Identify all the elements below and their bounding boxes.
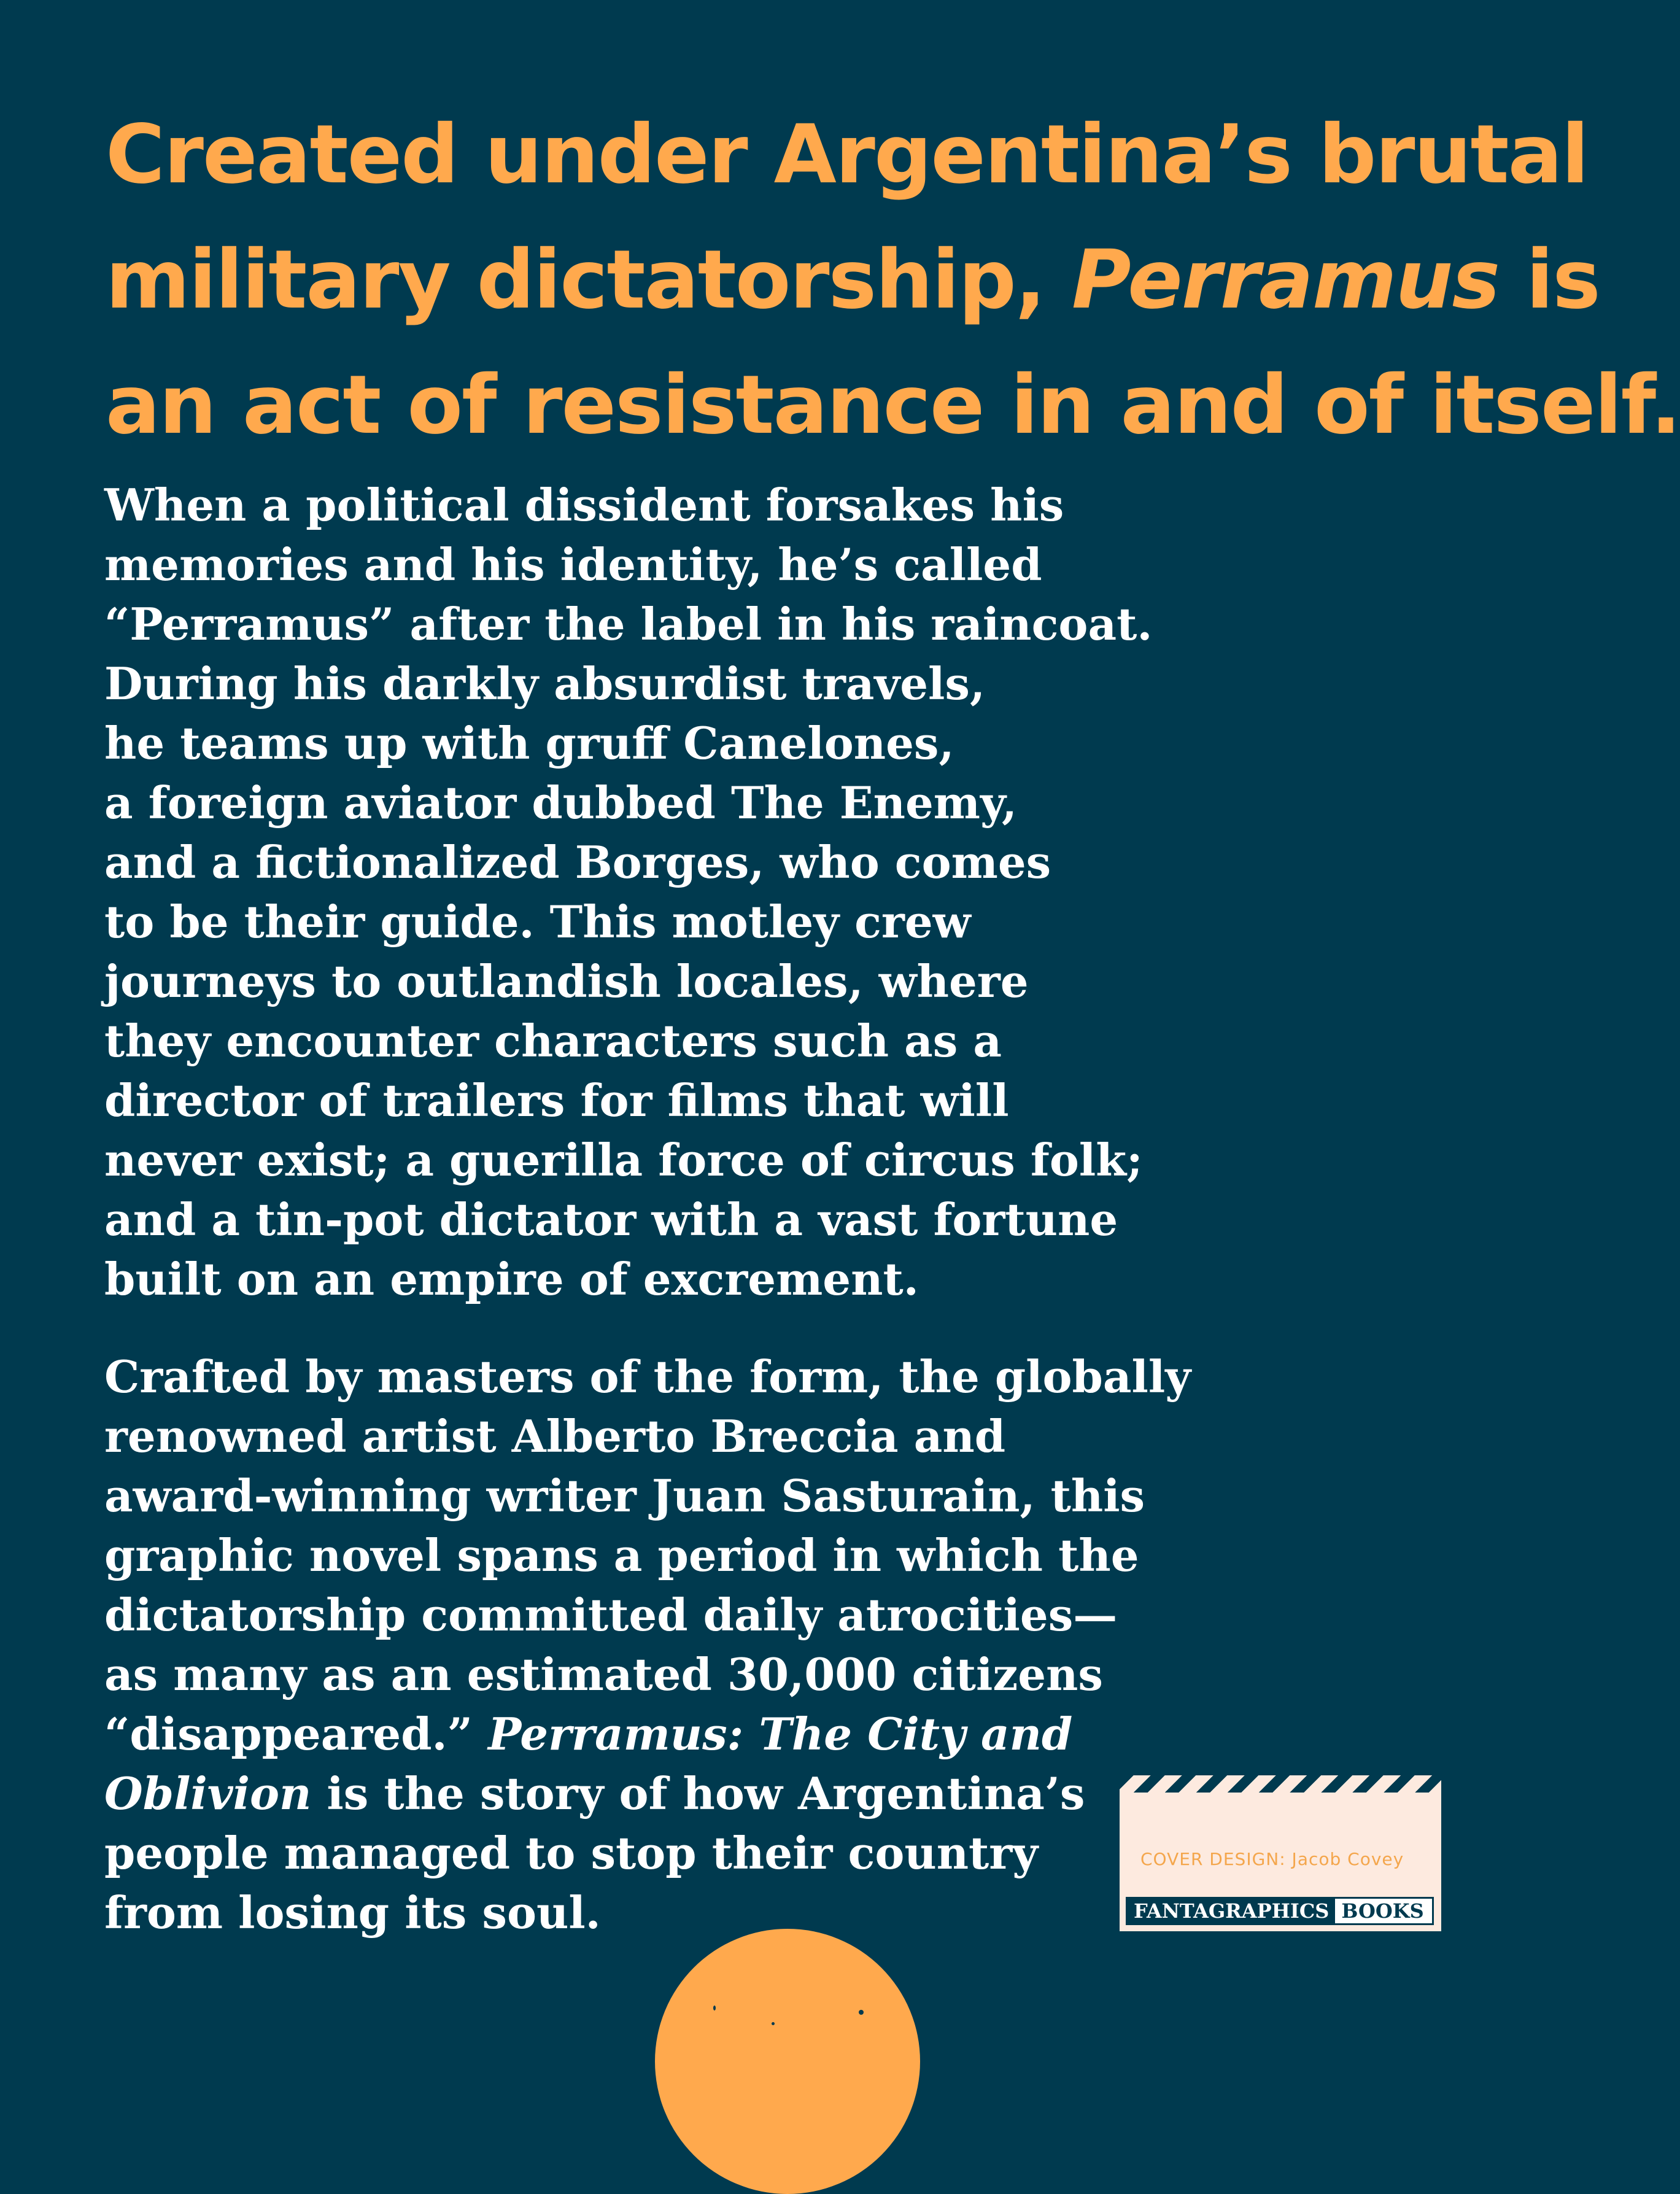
paragraph-line — [104, 1704, 1111, 1764]
paragraph-line: When a political dissident forsakes his — [104, 479, 1064, 531]
paragraph-line: memories and his identity, he’s called — [104, 538, 1042, 591]
headline-line-3: an act of resistance in and of itself. — [106, 358, 1680, 452]
headline-line-1: Created under Argentina’s brutal — [106, 107, 1588, 202]
publisher-books: BOOKS — [1341, 1899, 1424, 1923]
paragraph-line: never exist; a guerilla force of circus folk; — [104, 1134, 1143, 1186]
book-title-italic: Oblivion — [104, 1767, 312, 1820]
paragraph-line: from losing its soul. — [104, 1886, 601, 1939]
sun-speck — [859, 2010, 864, 2015]
book-title-italic: Perramus: The City and — [488, 1708, 1073, 1760]
paragraph-line — [104, 1764, 1111, 1823]
paragraph-line: to be their guide. This motley crew — [104, 896, 971, 948]
paragraph-line: and a tin-pot dictator with a vast fortune — [104, 1193, 1118, 1246]
paragraph-line: Crafted by masters of the form, the globally — [104, 1351, 1191, 1403]
paragraph-line: dictatorship committed daily atrocities— — [104, 1589, 1118, 1641]
paragraph-text: is the story of how Argentina’s — [311, 1767, 1085, 1820]
paragraph-line: “Perramus” after the label in his raincoat. — [104, 598, 1153, 650]
description-paragraph-2 — [104, 1347, 1191, 1942]
publisher-name: FANTAGRAPHICS — [1128, 1899, 1335, 1923]
paragraph-line: as many as an estimated 30,000 citizens — [104, 1648, 1103, 1700]
paragraph-line: and a fictionalized Borges, who comes — [104, 836, 1051, 888]
sun-speck — [772, 2022, 775, 2025]
paragraph-line: journeys to outlandish locales, where — [104, 955, 1029, 1007]
paragraph-line: award-winning writer Juan Sasturain, this — [104, 1470, 1145, 1522]
credit-box — [1120, 1775, 1441, 1931]
paragraph-line: a foreign aviator dubbed The Enemy, — [104, 777, 1017, 829]
headline-book-title: Perramus — [1071, 233, 1500, 327]
orange-sun-decoration — [655, 1929, 920, 2194]
headline-line-2-suffix: is — [1499, 233, 1600, 327]
headline-line-2-prefix: military dictatorship, — [106, 233, 1072, 327]
paragraph-line: renowned artist Alberto Breccia and — [104, 1410, 1006, 1462]
headline — [106, 92, 1680, 468]
paragraph-line: built on an empire of excrement. — [104, 1253, 919, 1305]
paragraph-line: graphic novel spans a period in which the — [104, 1529, 1139, 1581]
paragraph-line: During his darkly absurdist travels, — [104, 657, 986, 710]
paragraph-line: people managed to stop their country — [104, 1827, 1039, 1879]
publisher-logo — [1126, 1897, 1434, 1925]
paragraph-line: director of trailers for films that will — [104, 1074, 1009, 1126]
cover-design-credit: COVER DESIGN: Jacob Covey — [1140, 1849, 1404, 1869]
description-paragraph-1 — [104, 475, 1153, 1309]
headline-line-2 — [106, 217, 1600, 343]
sun-speck — [713, 2006, 716, 2010]
paragraph-text: “disappeared.” — [104, 1708, 489, 1760]
stripe-decoration — [1120, 1775, 1441, 1793]
paragraph-line: they encounter characters such as a — [104, 1015, 1002, 1067]
paragraph-line: he teams up with gruff Canelones, — [104, 717, 954, 769]
